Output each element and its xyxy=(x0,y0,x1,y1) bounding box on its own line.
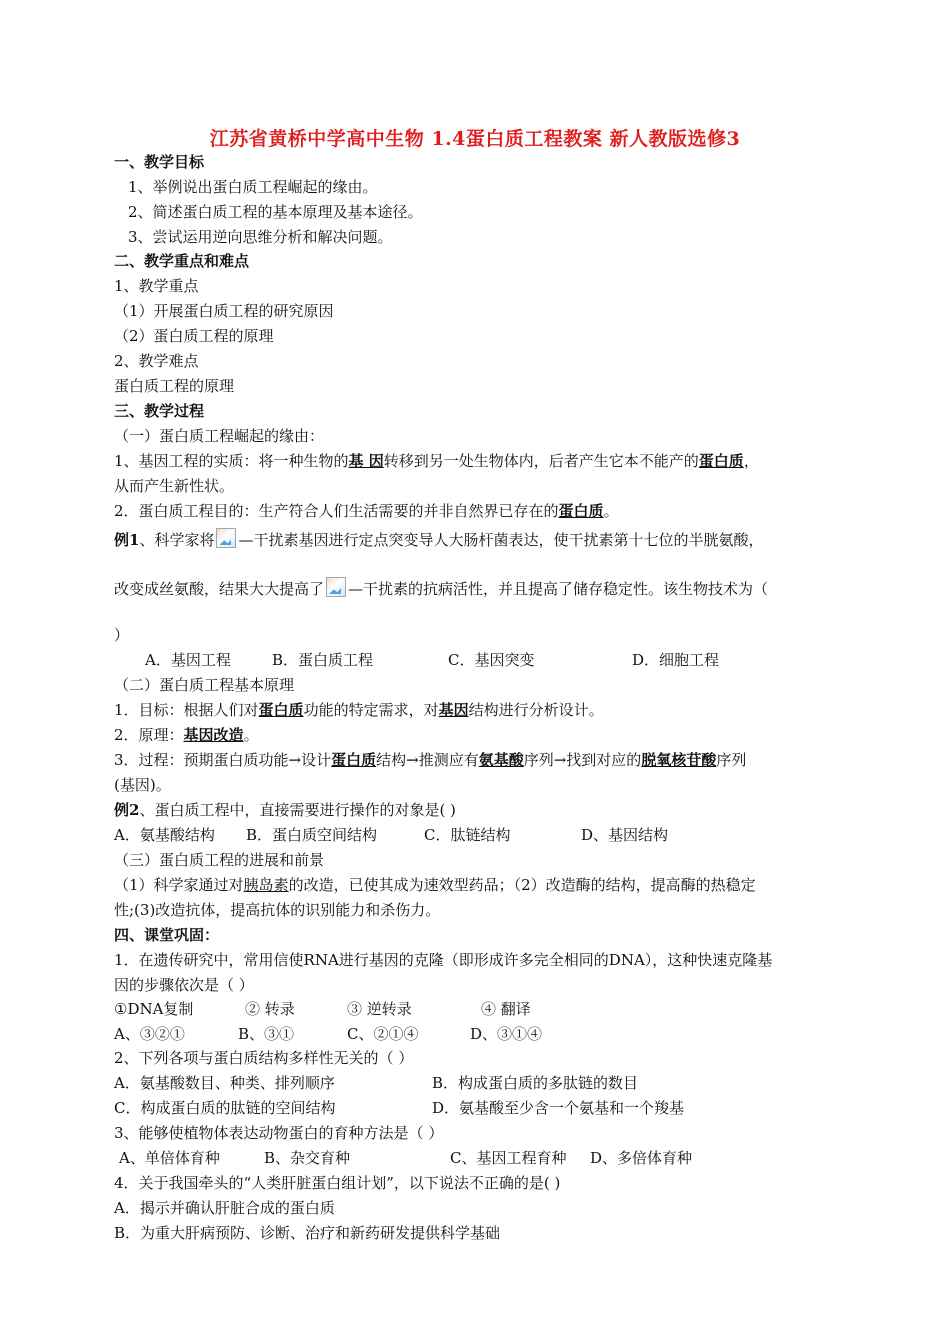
text-span: 2．蛋白质工程目的：生产符合人们生活需要的并非自然界已存在的 xyxy=(114,502,559,520)
text-line: ） xyxy=(114,626,130,644)
section-heading-objectives: 一、教学目标 xyxy=(114,153,205,171)
list-item: 2、简述蛋白质工程的基本原理及基本途径。 xyxy=(128,203,423,221)
text-span: 3．过程：预期蛋白质功能→设计 xyxy=(114,751,332,769)
text-line xyxy=(114,750,746,770)
keyword-gene-modification: 基因改造 xyxy=(183,726,244,744)
text-span: 1、基因工程的实质：将一种生物的 xyxy=(114,452,349,470)
option-d: D．氨基酸至少含一个氨基和一个羧基 xyxy=(432,1099,685,1117)
option-b: B、③① xyxy=(238,1025,295,1043)
keyword-gene: 基 因 xyxy=(348,452,384,470)
example-label: 例2 xyxy=(114,801,140,819)
option-a: A．基因工程 xyxy=(145,651,231,669)
text-span: 序列 xyxy=(716,751,747,769)
text-line xyxy=(114,725,259,745)
text-span: 结构进行分析设计。 xyxy=(468,701,604,719)
example-line xyxy=(114,528,763,550)
text-span: —干扰素的抗病活性，并且提高了储存稳定性。该生物技术为（ xyxy=(348,580,769,598)
text-span: 功能的特定需求，对 xyxy=(303,701,439,719)
example-label: 例1 xyxy=(114,531,140,549)
option-d: D、③①④ xyxy=(470,1025,543,1043)
text-line xyxy=(114,700,604,720)
keyword-protein: 蛋白质 xyxy=(558,502,604,520)
option-a: A、单倍体育种 xyxy=(119,1149,220,1167)
option-a: A．氨基酸数目、种类、排列顺序 xyxy=(114,1074,335,1092)
subheading: （三）蛋白质工程的进展和前景 xyxy=(114,851,325,869)
text-line: 蛋白质工程的原理 xyxy=(114,377,235,395)
example-line xyxy=(114,577,768,599)
text-span: 改变成丝氨酸，结果大大提高了 xyxy=(114,580,325,598)
option-b: B．蛋白质空间结构 xyxy=(246,826,378,844)
image-placeholder-icon xyxy=(216,528,236,548)
option-d: D、基因结构 xyxy=(581,826,669,844)
text-line xyxy=(114,875,756,895)
option-b: B、杂交育种 xyxy=(264,1149,351,1167)
option-a: A．氨基酸结构 xyxy=(114,826,215,844)
document-title: 江苏省黄桥中学高中生物 1.4蛋白质工程教案 新人教版选修3 xyxy=(209,128,741,150)
text-span: ， xyxy=(743,452,759,470)
text-line: （2）蛋白质工程的原理 xyxy=(114,327,274,345)
option-c: C．基因突变 xyxy=(448,651,535,669)
question-item: ③ 逆转录 xyxy=(347,1000,412,1018)
option-d: D、多倍体育种 xyxy=(590,1149,693,1167)
question-item: ② 转录 xyxy=(245,1000,295,1018)
list-item: 3、尝试运用逆向思维分析和解决问题。 xyxy=(128,228,393,246)
question-item: ①DNA复制 xyxy=(114,1000,194,1018)
question-text: 3、能够使植物体表达动物蛋白的育种方法是（ ） xyxy=(114,1124,444,1142)
section-heading-process: 三、教学过程 xyxy=(114,402,205,420)
keyword-protein: 蛋白质 xyxy=(331,751,377,769)
text-line: 2、教学难点 xyxy=(114,352,199,370)
example-line xyxy=(114,800,456,820)
keyword-gene: 基因 xyxy=(438,701,469,719)
option-a: A、③②① xyxy=(114,1025,185,1043)
option-b: B．蛋白质工程 xyxy=(272,651,374,669)
list-item: 1、举例说出蛋白质工程崛起的缘由。 xyxy=(128,178,378,196)
keyword-protein: 蛋白质 xyxy=(258,701,304,719)
question-text: 4．关于我国牵头的“人类肝脏蛋白组计划”，以下说法不正确的是( ) xyxy=(114,1174,561,1192)
option-b: B．为重大肝病预防、诊断、治疗和新药研发提供科学基础 xyxy=(114,1224,501,1242)
keyword-deoxynucleotide: 脱氧核苷酸 xyxy=(641,751,717,769)
question-text: 因的步骤依次是（ ） xyxy=(114,976,254,994)
image-placeholder-icon xyxy=(326,577,346,597)
text-span: 。 xyxy=(243,726,259,744)
text-line: 从而产生新性状。 xyxy=(114,477,235,495)
text-span: 的改造，已使其成为速效型药品；（2）改造酶的结构，提高酶的热稳定 xyxy=(288,876,756,894)
text-line xyxy=(114,451,759,471)
subheading: （一）蛋白质工程崛起的缘由： xyxy=(114,427,325,445)
option-c: C、②①④ xyxy=(347,1025,419,1043)
text-line: 1、教学重点 xyxy=(114,277,199,295)
question-text: 2、下列各项与蛋白质结构多样性无关的（ ） xyxy=(114,1049,414,1067)
option-b: B．构成蛋白质的多肽链的数目 xyxy=(432,1074,639,1092)
text-span: 。 xyxy=(603,502,619,520)
section-heading-review: 四、课堂巩固： xyxy=(114,926,220,944)
text-span: 转移到另一处生物体内，后者产生它本不能产的 xyxy=(383,452,699,470)
text-span: 、蛋白质工程中，直接需要进行操作的对象是( ) xyxy=(139,801,456,819)
text-line xyxy=(114,501,619,521)
subheading: （二）蛋白质工程基本原理 xyxy=(114,676,295,694)
option-c: C、基因工程育种 xyxy=(450,1149,567,1167)
option-d: D．细胞工程 xyxy=(632,651,720,669)
keyword-insulin: 胰岛素 xyxy=(243,876,289,894)
text-span: （1）科学家通过对 xyxy=(114,876,244,894)
option-a: A．揭示并确认肝脏合成的蛋白质 xyxy=(114,1199,335,1217)
text-span: 2．原理： xyxy=(114,726,184,744)
question-text: 1．在遗传研究中，常用信使RNA进行基因的克隆（即形成许多完全相同的DNA），这种快速克隆基 xyxy=(114,951,773,969)
text-line: (基因)。 xyxy=(114,776,171,794)
keyword-protein: 蛋白质 xyxy=(698,452,744,470)
option-c: C．构成蛋白质的肽链的空间结构 xyxy=(114,1099,336,1117)
section-heading-key-points: 二、教学重点和难点 xyxy=(114,252,250,270)
text-line: 性;(3)改造抗体，提高抗体的识别能力和杀伤力。 xyxy=(114,901,441,919)
text-span: 1．目标：根据人们对 xyxy=(114,701,259,719)
keyword-amino-acid: 氨基酸 xyxy=(478,751,524,769)
text-span: 序列→找到对应的 xyxy=(523,751,642,769)
question-item: ④ 翻译 xyxy=(481,1000,531,1018)
text-span: 结构→推测应有 xyxy=(376,751,479,769)
text-line: （1）开展蛋白质工程的研究原因 xyxy=(114,302,334,320)
text-span: 、科学家将 xyxy=(139,531,215,549)
option-c: C．肽链结构 xyxy=(424,826,511,844)
text-span: —干扰素基因进行定点突变导人大肠杆菌表达，使干扰素第十七位的半胱氨酸， xyxy=(238,531,764,549)
